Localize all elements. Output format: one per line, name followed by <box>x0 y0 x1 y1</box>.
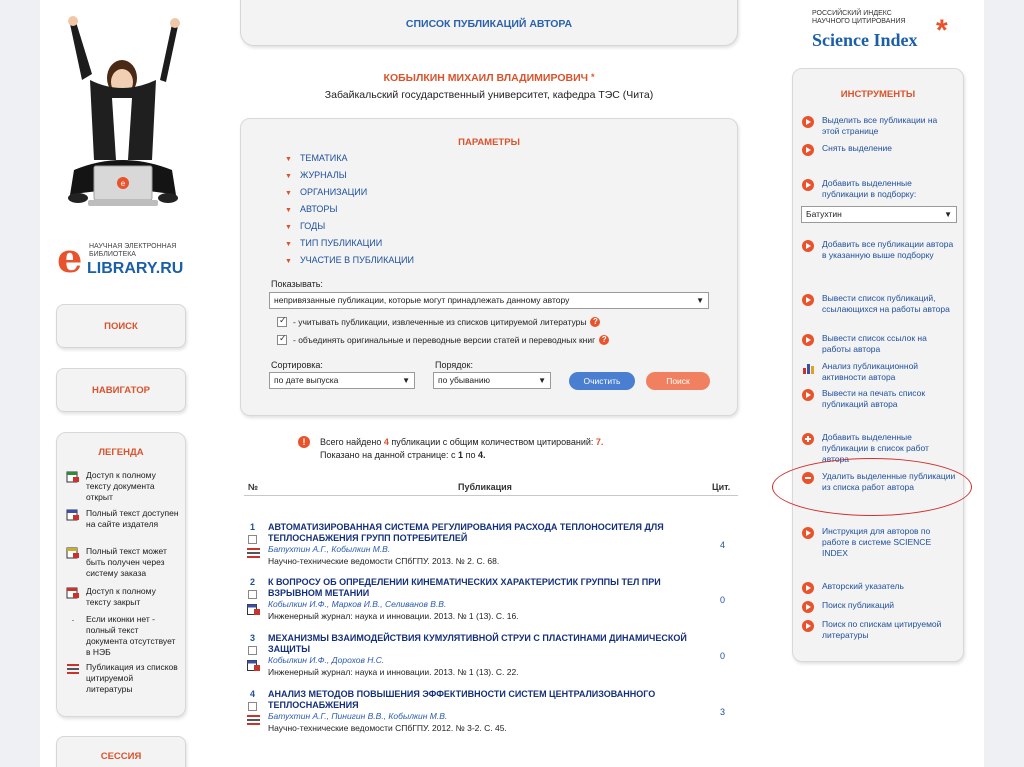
citation-list-icon <box>247 548 260 559</box>
row-checkbox[interactable] <box>248 590 257 599</box>
param-label: ЖУРНАЛЫ <box>299 170 347 180</box>
play-icon <box>802 582 814 594</box>
legend-item-label: Если иконки нет - полный текст документа отсутствует в НЭБ <box>86 614 176 657</box>
param-organizations[interactable] <box>285 187 367 197</box>
play-icon <box>802 334 814 346</box>
show-label: Показывать: <box>271 279 323 289</box>
results-middle: публикации с общим количеством цитирований: <box>391 437 594 447</box>
info-icon: ! <box>298 436 310 448</box>
author-name-text: КОБЫЛКИН МИХАИЛ ВЛАДИМИРОВИЧ <box>383 72 589 84</box>
shown-prefix: Показано на данной странице: с <box>320 450 456 460</box>
tool-citing-publications[interactable] <box>802 293 957 315</box>
navigator-button[interactable]: НАВИГАТОР <box>56 368 186 412</box>
tool-label: Поиск по спискам цитируемой литературы <box>822 619 942 640</box>
legend-item-label: Доступ к полному тексту закрыт <box>86 586 156 607</box>
si-brand: Science Index <box>812 30 918 50</box>
publications-table-header <box>244 480 738 496</box>
tool-label: Анализ публикационной активности автора <box>822 361 919 382</box>
bar-chart-icon <box>802 362 814 374</box>
play-icon <box>802 116 814 128</box>
tool-label: Инструкция для авторов по работе в системе SCIENCE INDEX <box>822 526 932 558</box>
publication-title-link[interactable]: АНАЛИЗ МЕТОДОВ ПОВЫШЕНИЯ ЭФФЕКТИВНОСТИ СИСТЕМ ЦЕНТРАЛИЗОВАННОГО ТЕПЛОСНАБЖЕНИЯ <box>268 689 656 710</box>
legend-item <box>66 662 181 695</box>
col-publication: Публикация <box>458 482 512 492</box>
chevron-down-icon: ▼ <box>696 296 704 305</box>
citation-count[interactable]: 0 <box>720 595 726 605</box>
citation-count[interactable]: 0 <box>720 651 726 661</box>
tool-label: Авторский указатель <box>822 581 904 591</box>
play-icon <box>802 620 814 632</box>
person-illustration <box>60 10 185 225</box>
shown-from: 1 <box>458 450 464 460</box>
legend-item <box>66 546 181 579</box>
tool-add-all-to-collection[interactable] <box>802 239 957 261</box>
param-label: ОРГАНИЗАЦИИ <box>299 187 368 197</box>
parameters-panel <box>240 118 738 416</box>
tool-label: Вывести на печать список публикаций автора <box>822 388 926 409</box>
citation-list-icon <box>247 715 260 726</box>
chevron-down-icon: ▼ <box>402 376 410 385</box>
page-title-tab: СПИСОК ПУБЛИКАЦИЙ АВТОРА <box>240 0 738 46</box>
row-number: 3 <box>250 633 256 643</box>
play-icon <box>802 527 814 539</box>
author-name <box>240 72 738 84</box>
tool-label: Вывести список ссылок на работы автора <box>822 333 927 354</box>
row-checkbox[interactable] <box>248 702 257 711</box>
play-icon <box>802 179 814 191</box>
play-icon <box>802 389 814 401</box>
param-label: УЧАСТИЕ В ПУБЛИКАЦИИ <box>299 255 414 265</box>
logo-title: LIBRARY.RU <box>87 260 184 277</box>
tool-label: Выделить все публикации на этой странице <box>822 115 938 136</box>
row-checkbox[interactable] <box>248 646 257 655</box>
chevron-down-icon: ▼ <box>538 376 546 385</box>
order-label: Порядок: <box>435 360 473 370</box>
results-count: 4 <box>383 437 389 447</box>
legend-item <box>66 508 181 530</box>
closed-access-icon <box>66 587 80 599</box>
si-line2: НАУЧНОГО ЦИТИРОВАНИЯ <box>812 18 906 25</box>
triangle-down-icon: ▼ <box>285 173 292 180</box>
publisher-site-icon <box>66 509 80 521</box>
results-summary <box>320 436 603 462</box>
tool-select-all[interactable] <box>802 115 957 137</box>
shown-to: 4. <box>477 450 486 460</box>
legend-item-label: Полный текст доступен на сайте издателя <box>86 508 179 529</box>
tool-label: Снять выделение <box>822 143 893 153</box>
table-row <box>244 633 738 683</box>
play-icon <box>802 240 814 252</box>
search-button[interactable]: Поиск <box>646 372 710 390</box>
results-citations: 7. <box>595 437 604 447</box>
results-prefix: Всего найдено <box>320 437 382 447</box>
publication-journal: Инженерный журнал: наука и инновации. 2013. № 1 (13). С. 16. <box>268 611 519 621</box>
clear-button[interactable]: Очистить <box>569 372 635 390</box>
triangle-down-icon: ▼ <box>285 207 292 214</box>
science-index-logo[interactable] <box>812 10 962 54</box>
triangle-down-icon: ▼ <box>285 258 292 265</box>
search-nav-button[interactable]: ПОИСК <box>56 304 186 348</box>
tool-instructions[interactable] <box>802 526 957 559</box>
publication-title-link[interactable]: К ВОПРОСУ ОБ ОПРЕДЕЛЕНИИ КИНЕМАТИЧЕСКИХ ХАРАКТЕРИСТИК ГРУППЫ ТЕЛ ПРИ ВЗРЫВНОМ МЕТАНИИ <box>268 577 661 598</box>
tool-label: Вывести список публикаций, ссылающихся на работы автора <box>822 293 950 314</box>
tool-deselect[interactable] <box>802 143 957 156</box>
row-number: 1 <box>250 522 256 532</box>
include-citations-label: - учитывать публикации, извлеченные из списков цитируемой литературы <box>293 317 587 327</box>
plus-icon <box>802 433 814 445</box>
legend-item-label: Публикация из списков цитируемой литературы <box>86 662 178 694</box>
tool-label: Поиск публикаций <box>822 600 895 610</box>
col-citations: Цит. <box>712 482 731 492</box>
legend-item <box>66 614 181 658</box>
show-select[interactable] <box>269 292 709 309</box>
param-authors[interactable] <box>285 204 337 214</box>
publication-authors: Батухтин А.Г., Кобылкин М.В. <box>268 544 391 554</box>
legend-item <box>66 586 181 608</box>
citation-count[interactable]: 3 <box>720 707 726 717</box>
parameters-title: ПАРАМЕТРЫ <box>458 137 520 148</box>
tool-add-to-collection[interactable] <box>802 178 957 200</box>
open-access-icon <box>66 471 80 483</box>
triangle-down-icon: ▼ <box>285 190 292 197</box>
row-number: 4 <box>250 689 256 699</box>
tool-search-references[interactable] <box>802 619 957 641</box>
collection-select[interactable] <box>801 206 957 223</box>
tool-author-index[interactable] <box>802 581 957 594</box>
tools-title: ИНСТРУМЕНТЫ <box>840 89 916 100</box>
tool-label: Добавить выделенные публикации в подборку: <box>822 178 917 199</box>
legend-title: ЛЕГЕНДА <box>98 447 144 458</box>
order-select-value: по убыванию <box>438 375 490 385</box>
logo-subtitle: НАУЧНАЯ ЭЛЕКТРОННАЯ БИБЛИОТЕКА <box>89 243 177 258</box>
row-checkbox[interactable] <box>248 535 257 544</box>
publisher-site-icon[interactable] <box>247 660 260 671</box>
elibrary-logo[interactable] <box>57 235 192 282</box>
publication-journal: Научно-технические ведомости СПбГПУ. 2012. № 3-2. С. 45. <box>268 723 507 733</box>
play-icon <box>802 144 814 156</box>
triangle-down-icon: ▼ <box>285 224 292 231</box>
tool-print-list[interactable] <box>802 388 957 410</box>
merge-versions-checkbox[interactable] <box>277 335 287 345</box>
author-affiliation: Забайкальский государственный университет, кафедра ТЭС (Чита) <box>324 89 654 101</box>
tool-label: Удалить выделенные публикации из списка работ автора <box>822 471 956 492</box>
logo-letter: e <box>57 235 83 282</box>
tool-activity-analysis[interactable] <box>802 361 957 383</box>
publication-title-link[interactable]: МЕХАНИЗМЫ ВЗАИМОДЕЙСТВИЯ КУМУЛЯТИВНОЙ СТРУИ С ПЛАСТИНАМИ ДИНАМИЧЕСКОЙ ЗАЩИТЫ <box>268 633 687 654</box>
order-system-icon <box>66 547 80 559</box>
sort-select[interactable] <box>269 372 415 389</box>
table-row <box>244 577 738 627</box>
author-star: * <box>590 72 595 82</box>
publication-journal: Инженерный журнал: наука и инновации. 2013. № 1 (13). С. 22. <box>268 667 519 677</box>
results-total <box>320 436 603 449</box>
order-select[interactable] <box>433 372 551 389</box>
legend-item-label: Полный текст может быть получен через систему заказа <box>86 546 167 578</box>
merge-versions-label: - объединять оригинальные и переводные версии статей и переводных книг <box>293 335 596 345</box>
tool-label: Добавить выделенные публикации в список работ автора <box>822 432 929 464</box>
session-button[interactable]: СЕССИЯ <box>56 736 186 767</box>
results-shown <box>320 449 603 462</box>
publication-journal: Научно-технические ведомости СПбГПУ. 2013. № 2. С. 68. <box>268 556 500 566</box>
table-row <box>244 689 738 739</box>
param-journals[interactable] <box>285 170 347 180</box>
publisher-site-icon[interactable] <box>247 604 260 615</box>
legend-item-label: Доступ к полному тексту документа открыт <box>86 470 156 502</box>
tool-label: Добавить все публикации автора в указанную выше подборку <box>822 239 954 260</box>
param-participation[interactable] <box>285 255 414 265</box>
bullet-icon: · <box>71 615 75 625</box>
citation-count[interactable]: 4 <box>720 540 726 550</box>
param-years[interactable] <box>285 221 325 231</box>
triangle-down-icon: ▼ <box>285 156 292 163</box>
merge-versions-row <box>277 335 609 345</box>
si-line1: РОССИЙСКИЙ ИНДЕКС <box>812 10 892 17</box>
svg-text:e: e <box>120 179 126 188</box>
table-row <box>244 522 738 572</box>
asterisk-icon: * <box>936 14 948 47</box>
row-number: 2 <box>250 577 256 587</box>
citation-list-icon <box>66 663 80 675</box>
sort-select-value: по дате выпуска <box>274 375 339 385</box>
play-icon <box>802 294 814 306</box>
highlight-ellipse <box>772 458 972 516</box>
param-pub-type[interactable] <box>285 238 382 248</box>
help-icon[interactable]: ? <box>590 317 600 327</box>
collection-select-value: Батухтин <box>806 209 842 219</box>
chevron-down-icon: ▼ <box>944 210 952 219</box>
sort-label: Сортировка: <box>271 360 323 370</box>
play-icon <box>802 601 814 613</box>
param-label: ТИП ПУБЛИКАЦИИ <box>299 238 383 248</box>
tool-references-list[interactable] <box>802 333 957 355</box>
show-select-value: непривязанные публикации, которые могут принадлежать данному автору <box>274 295 570 305</box>
publication-authors: Кобылкин И.Ф., Дорохов Н.С. <box>268 655 385 665</box>
triangle-down-icon: ▼ <box>285 241 292 248</box>
help-icon[interactable]: ? <box>599 335 609 345</box>
param-label: АВТОРЫ <box>299 204 338 214</box>
tool-search-publications[interactable] <box>802 600 957 613</box>
param-label: ГОДЫ <box>299 221 326 231</box>
include-citations-checkbox[interactable] <box>277 317 287 327</box>
shown-mid: по <box>465 450 476 460</box>
publication-authors: Кобылкин И.Ф., Марков И.В., Селиванов В.В. <box>268 599 447 609</box>
param-topics[interactable] <box>285 153 347 163</box>
publication-authors: Батухтин А.Г., Пинигин В.В., Кобылкин М.В. <box>268 711 448 721</box>
si-subtitle <box>812 10 906 26</box>
param-label: ТЕМАТИКА <box>299 153 348 163</box>
publication-title-link[interactable]: АВТОМАТИЗИРОВАННАЯ СИСТЕМА РЕГУЛИРОВАНИЯ РАСХОДА ТЕПЛОНОСИТЕЛЯ ДЛЯ ТЕПЛОСНАБЖЕНИЯ ГРУПП ПОТРЕБИТЕЛЕЙ <box>268 522 664 543</box>
include-citations-row <box>277 317 600 327</box>
legend-item <box>66 470 181 503</box>
col-number: № <box>248 482 259 492</box>
